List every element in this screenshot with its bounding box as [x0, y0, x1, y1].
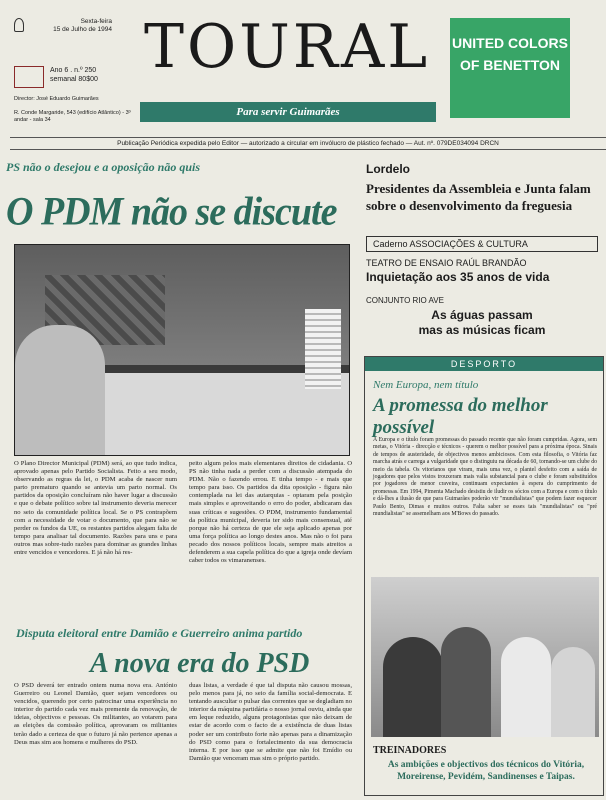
second-kicker: Disputa eleitoral entre Damião e Guerreiro anima partido [16, 626, 303, 640]
newspaper-title: TOURAL [144, 12, 431, 82]
benetton-ad[interactable] [450, 18, 570, 118]
right-column [362, 156, 606, 800]
conjunto-kicker: CONJUNTO RIO AVE [366, 296, 444, 305]
lordelo-label: Lordelo [366, 162, 410, 176]
edition-date [40, 18, 112, 34]
photo-coach-3 [501, 637, 551, 737]
lead-body-col-b: peito algum pelos mais elementares direitos de cidadania. O PS não tinha nada a perder com a discussão atempada do PDM. Não o fazendo errou. E tinha tempo - e mais que tempo para isso. Os partidos da dita oposição - figura não contemplada na lei das autarquias - optaram pela posição mais simples e aproveitando o erro do poder, abdicaram das suas críticas e sugestões. O PDM, instrumento fundamental da política municipal, deveria ter sido mais consensual, até porque não há certeza de que ele seja aplicado apenas por uma força política ao longo destes anos. Mas não o foi para pecado dos nossos políticos locais, sempre mais atreitos a defenderem a sua capela política do que a igreja onde devíam caber todos os vimaranenses. [189, 460, 352, 565]
issue-price: semanal 80$00 [50, 76, 98, 83]
issue-info [50, 66, 120, 84]
photo-document-stack [305, 309, 341, 389]
photo-coach-1 [383, 637, 443, 737]
desporto-section [364, 356, 604, 796]
lead-headline[interactable]: O PDM não se discute [6, 189, 337, 235]
teatro-headline[interactable]: Inquietação aos 35 anos de vida [366, 270, 550, 284]
caderno-label: Caderno ASSOCIAÇÕES & CULTURA [366, 236, 598, 252]
desporto-body: A Europa e o título foram promessas do passado recente que não foram cumpridas. Agora, sem metas, o Vitória - direcção e técnicos - querem o melhor possível para a próxima época. Sinais de tempos de austeridade, de objectivos menos ambiciosos. Com esta filosofia, o Vitória faz marcha atrás e carrega a vulgaridade que o distinguiu na década de 60, tornando-se um clube do meio da tabela. Os vitorianos que viram, mais uma vez, o plantel desfeito com a saída de jogadores que pelos vistos trouxeram mais valia substancial para o clube e foram substituídos por jogadores de menor craveira, continuam expectantes à espera do cumprimento de promessas. Em 1994, Pimenta Machado desistiu de iludir os sócios com a Europa e com o título e dá-lhes a ilusão de que para Guimarães poderão vir "mundialistas" que podem fazer esquecer Paulo Bento, Dimas e muitos outros. Falta saber se esses tais "mundialistas" ou "pré mundialistas" se assemelham aos M'Bows do passado. [373, 437, 597, 518]
conjunto-headline-line-2: mas as músicas ficam [418, 323, 546, 337]
desporto-bar: DESPORTO [365, 357, 603, 371]
publication-notice: Publicação Periódica expedida pelo Editor — autorizado a circular em invólucro de plástico fechado — Aut. nº. 079DE034094 DRCN [10, 137, 606, 150]
emblem-icon [14, 18, 24, 32]
conjunto-headline[interactable] [366, 308, 598, 338]
ad-line-2: OF BENETTON [459, 57, 561, 73]
full-date: 15 de Julho de 1994 [53, 26, 112, 33]
photo-coach-2 [441, 627, 491, 737]
director-line: Director: José Eduardo Guimarães [14, 96, 99, 102]
treinadores-headline[interactable]: As ambições e objectivos dos técnicos do Vitória, Moreirense, Pevidém, Sandinenses e Taipas. [387, 760, 585, 782]
lead-kicker: PS não o desejou e a oposição não quis [6, 160, 201, 174]
teatro-kicker: TEATRO DE ENSAIO RAÚL BRANDÃO [366, 258, 527, 268]
conjunto-headline-line-1: As águas passam [431, 308, 533, 322]
second-body-col-b: duas listas, a verdade é que tal disputa não causou mossas, pelo menos para já, no seio da família social-democrata. E tentando auscultar o pulsar das correntes que se degladiam no interior da máquina partidária o nosso jornal ouviu, ainda que em leque reduzido, alguns protagonistas que não deixam de estar de acordo com o facto de a existência de duas listas poder ser um contributo forte não apenas para a dinamização do PSD como para o fortalecimento da sua democracia interna. E por isso que se admite que não foi Emídio ou Damião que venceram mas sim o próprio partido. [189, 682, 352, 762]
masthead [0, 0, 606, 135]
photo-person [15, 325, 105, 456]
issue-number: Ano 6 . n.º 250 [50, 67, 97, 74]
desporto-kicker: Nem Europa, nem título [373, 379, 479, 391]
treinadores-kicker: TREINADORES [373, 745, 447, 756]
desporto-headline[interactable]: A promessa do melhor possível [373, 395, 548, 438]
title-block [140, 8, 440, 118]
lead-photo [14, 244, 350, 456]
postage-badge [14, 66, 44, 88]
weekday: Sexta-feira [80, 18, 112, 25]
second-headline[interactable]: A nova era do PSD [90, 648, 310, 679]
address-line: R. Conde Margaride, 543 (edifício Atlântico) - 3º andar - sala 34 [14, 110, 131, 123]
tagline: Para servir Guimarães [140, 102, 436, 122]
left-column [0, 156, 355, 800]
second-body-col-a: O PSD deverá ter entrado ontem numa nova era. António Guerreiro ou Leonel Damião, quer sejam vencedores ou vencidos, querendo por certo patrocinar uma experiência no interior do partido cada vez mais premente da renovação, de ideias, objectivos e pessoas. Os militantes, ao votarem para as eleições da comissão política, aprovaram os militantes terão dado a certeza de que o futuro já não pertence apenas a Deus mas sim aos homens e mulheres do PSD. [14, 682, 177, 746]
ad-line-1: UNITED COLORS [452, 35, 568, 51]
lead-body-col-a: O Plano Director Municipal (PDM) será, ao que tudo indica, aprovado apenas pelo Partido Socialista. Feito a seu modo, observando as regras da lei, o PDM acaba de nascer num parto prematuro quando se antevia um parto normal. Os partidos da oposição concluíram não haver lugar a discussão e que o debate político sobre tal instrumento deveria merecer no seio da comunidade política local. Se o PS contrapõem com a necessidade de votar o documento, que para não se perder os fundos da UE, os restantes partidos alegam falta de tempo para analisar tal documento. Razões para uns e para outros mas sobre-tudo razões para dominar as grandes linhas entre vencidos e vencedores. E já não há res- [14, 460, 177, 557]
lordelo-headline[interactable]: Presidentes da Assembleia e Junta falam sobre o desenvolvimento da freguesia [366, 181, 591, 213]
photo-coach-4 [551, 647, 595, 737]
coaches-photo [371, 577, 599, 737]
